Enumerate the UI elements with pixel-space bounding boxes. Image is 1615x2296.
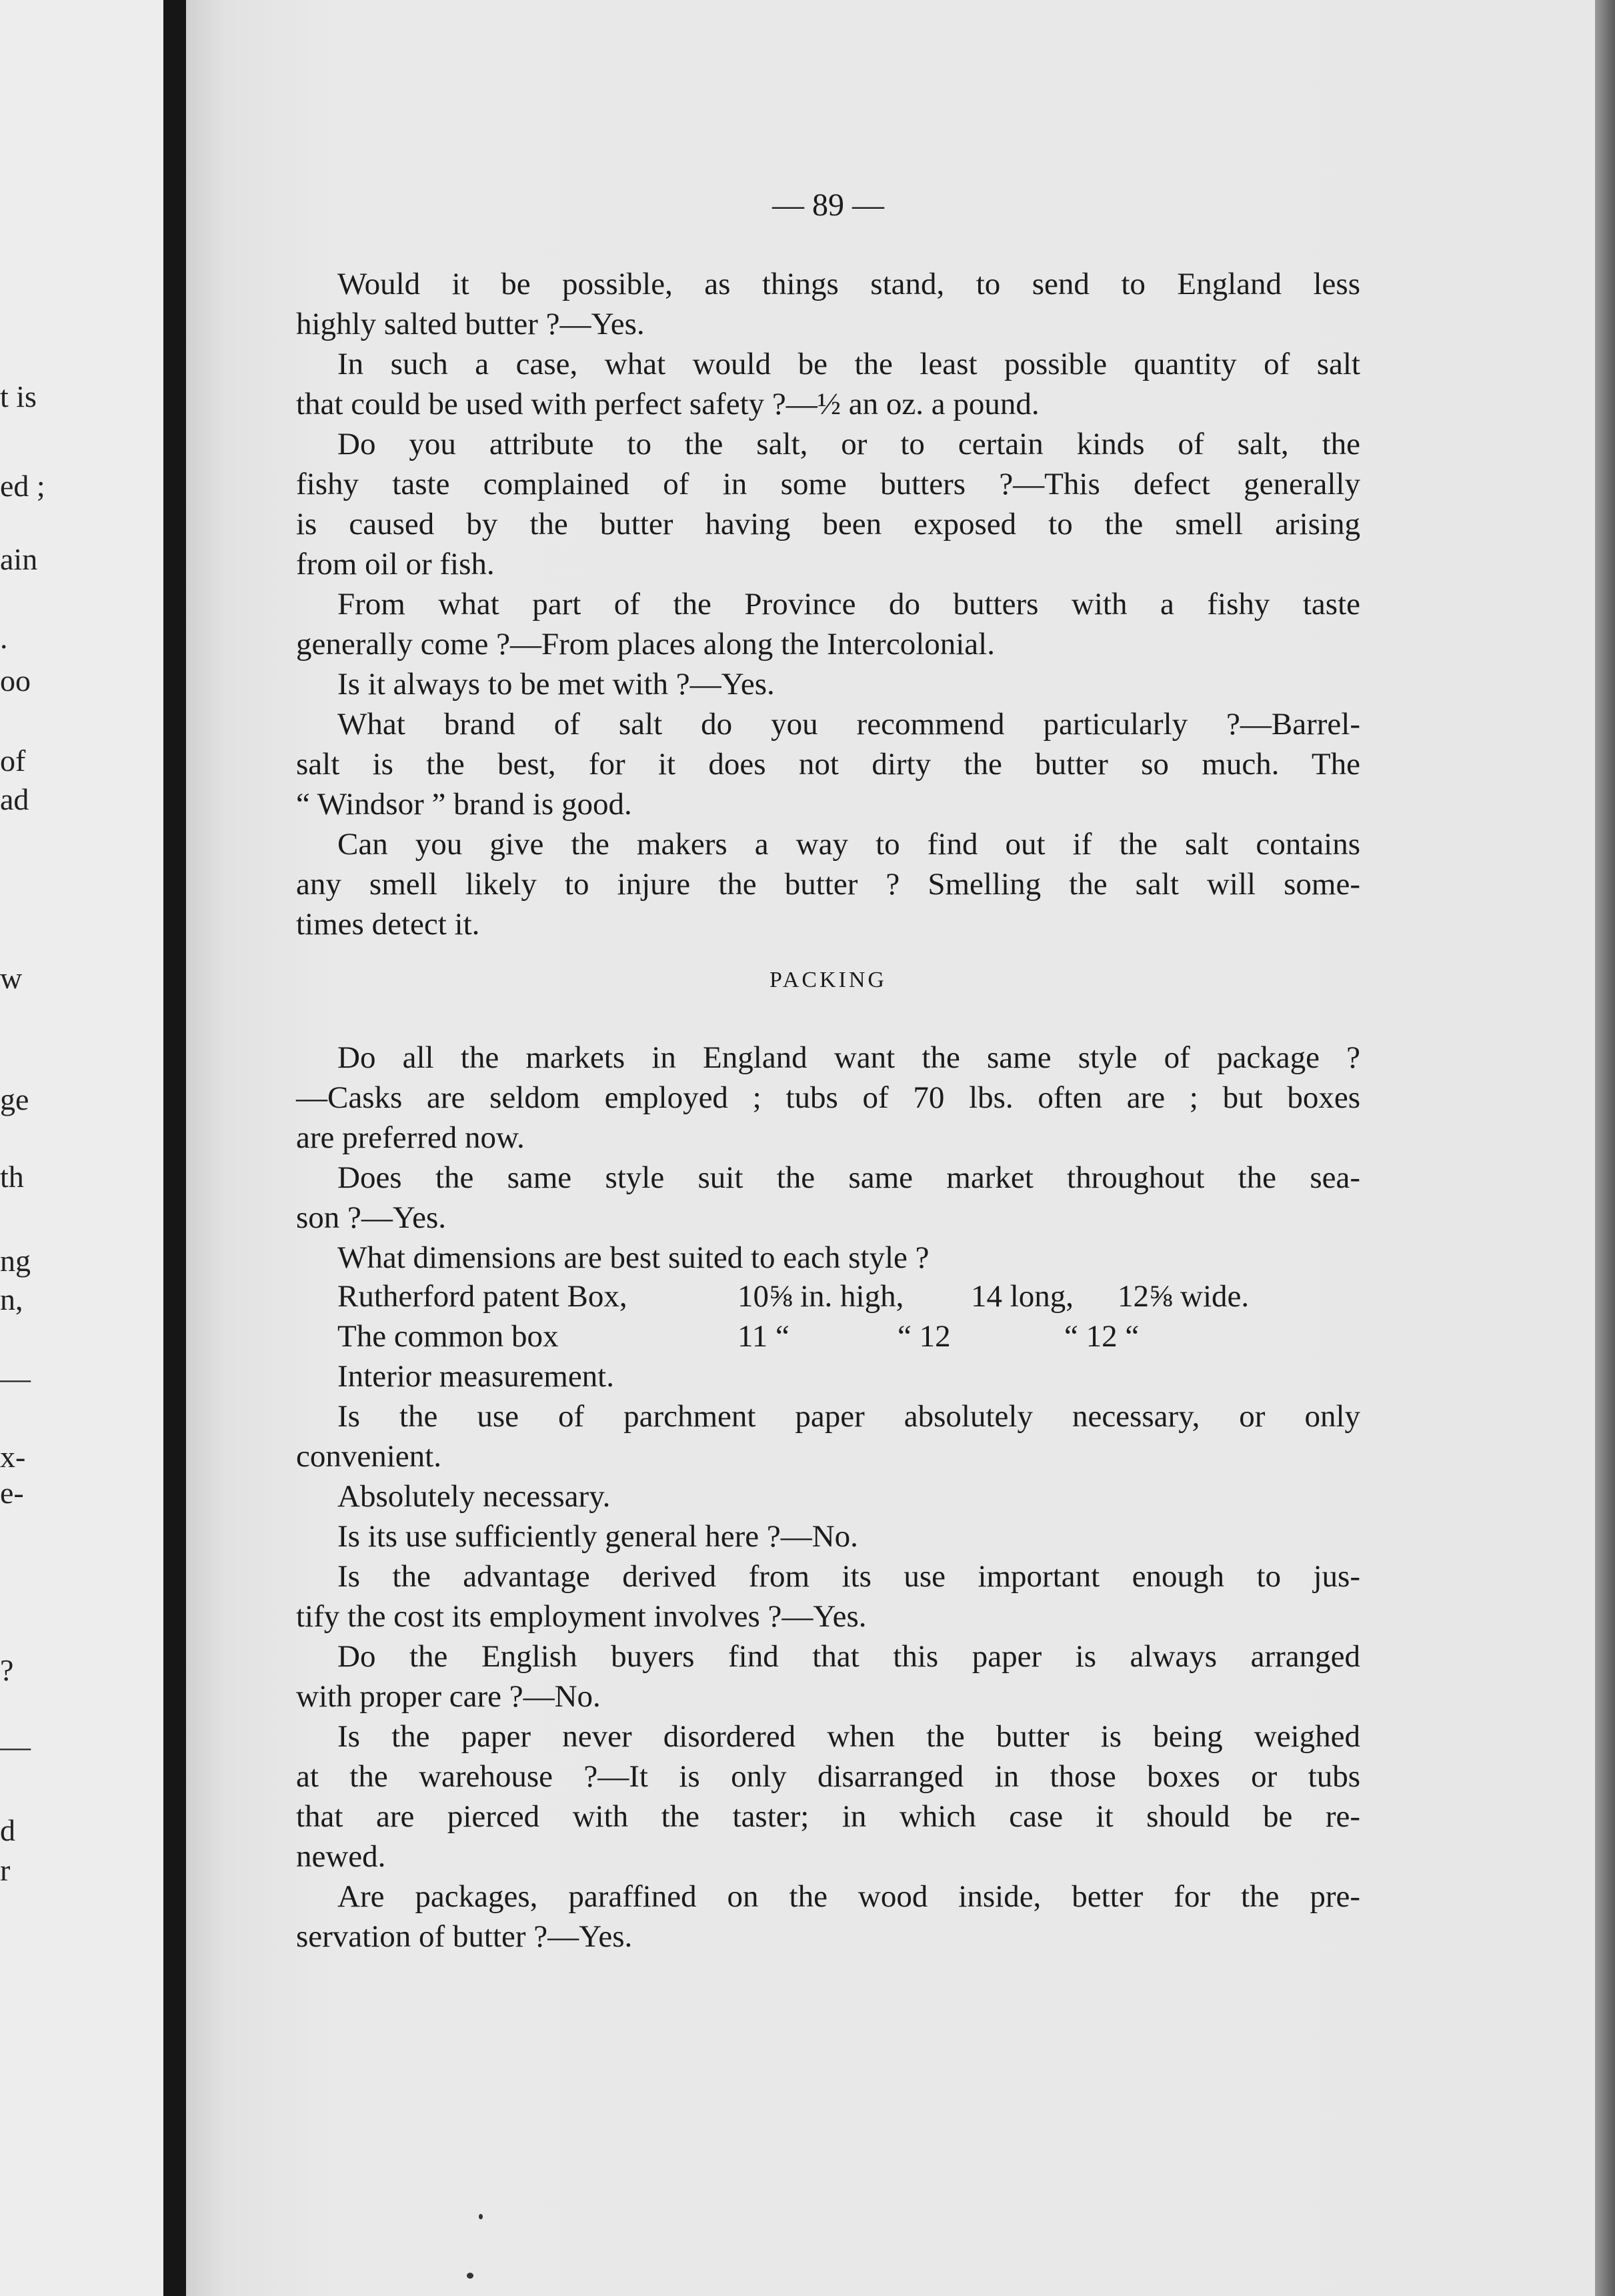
text-line: Do all the markets in England want the same style of package ? [337, 1040, 1360, 1075]
text-line: Are packages, paraffined on the wood inside, better for the pre- [337, 1879, 1360, 1914]
text-line: Do you attribute to the salt, or to certain kinds of salt, the [337, 427, 1360, 461]
margin-fragment: w [0, 961, 23, 995]
text-line: son ?—Yes. [296, 1200, 447, 1235]
margin-fragment: t is [0, 379, 37, 413]
text-line: times detect it. [296, 907, 480, 942]
margin-fragment: ge [0, 1082, 29, 1116]
text-line: Can you give the makers a way to find out if the salt contains [337, 827, 1360, 862]
text-line: Is the use of parchment paper absolutely necessary, or only [337, 1399, 1360, 1434]
text-line: Is the paper never disordered when the butter is being weighed [337, 1719, 1360, 1754]
margin-fragment: e- [0, 1476, 24, 1510]
text-line: Is its use sufficiently general here ?—No. [337, 1519, 858, 1554]
text-line: Absolutely necessary. [337, 1479, 611, 1514]
text-line: Would it be possible, as things stand, to send to England less [337, 267, 1360, 301]
text-line: convenient. [296, 1439, 441, 1474]
box-length: 14 long, [971, 1279, 1074, 1314]
box-width: “ 12 “ [1064, 1319, 1140, 1354]
text-line: Is the advantage derived from its use important enough to jus- [337, 1559, 1360, 1594]
text-line: with proper care ?—No. [296, 1679, 601, 1714]
book-binding-gutter [163, 0, 186, 2296]
text-line: that are pierced with the taster; in which case it should be re- [296, 1799, 1360, 1834]
text-line: What brand of salt do you recommend particularly ?—Barrel- [337, 707, 1360, 742]
margin-fragment: ad [0, 782, 29, 816]
text-line: salt is the best, for it does not dirty the butter so much. The [296, 747, 1360, 782]
box-width: 12⅝ wide. [1118, 1279, 1250, 1314]
text-line: that could be used with perfect safety ?—½ an oz. a pound. [296, 387, 1040, 421]
margin-fragment: ain [0, 542, 38, 576]
text-line: generally come ?—From places along the Intercolonial. [296, 627, 995, 662]
text-line: —Casks are seldom employed ; tubs of 70 lbs. often are ; but boxes [296, 1080, 1360, 1115]
text-line: Do the English buyers find that this paper is always arranged [337, 1639, 1360, 1674]
box-length: “ 12 [898, 1319, 951, 1354]
text-line: Is it always to be met with ?—Yes. [337, 667, 775, 702]
text-line: What dimensions are best suited to each style ? [337, 1240, 930, 1275]
margin-fragment: th [0, 1160, 24, 1194]
ink-speck [479, 2214, 483, 2219]
margin-fragment: of [0, 744, 26, 778]
ink-speck [467, 2273, 473, 2279]
margin-fragment: oo [0, 664, 31, 698]
text-line: newed. [296, 1839, 386, 1874]
facing-page-margin [0, 0, 163, 2296]
margin-fragment: — [0, 1361, 31, 1395]
text-line: In such a case, what would be the least possible quantity of salt [337, 347, 1360, 381]
margin-fragment: — [0, 1729, 31, 1763]
text-line: Does the same style suit the same market throughout the sea- [337, 1160, 1360, 1195]
margin-fragment: ed ; [0, 469, 45, 503]
box-name: Rutherford patent Box, [337, 1279, 627, 1314]
page-number: — 89 — [772, 187, 884, 223]
margin-fragment: x- [0, 1440, 26, 1474]
text-line: tify the cost its employment involves ?—Yes. [296, 1599, 867, 1634]
section-heading: PACKING [769, 968, 887, 992]
text-line: From what part of the Province do butters with a fishy taste [337, 587, 1360, 622]
text-line: any smell likely to injure the butter ? Smelling the salt will some- [296, 867, 1360, 902]
text-line: fishy taste complained of in some butters ?—This defect generally [296, 467, 1360, 501]
text-line: at the warehouse ?—It is only disarranged in those boxes or tubs [296, 1759, 1360, 1794]
text-line: highly salted butter ?—Yes. [296, 307, 645, 341]
page-edge-shadow [1595, 0, 1615, 2296]
box-name: The common box [337, 1319, 559, 1354]
margin-fragment: n, [0, 1282, 23, 1316]
margin-fragment: d [0, 1813, 15, 1847]
text-line: are preferred now. [296, 1120, 525, 1155]
margin-fragment: ? [0, 1653, 14, 1687]
text-line: is caused by the butter having been exposed to the smell arising [296, 507, 1360, 541]
box-height: 10⅝ in. high, [737, 1279, 904, 1314]
margin-fragment: . [0, 621, 8, 655]
text-line: “ Windsor ” brand is good. [296, 787, 632, 822]
margin-fragment: ng [0, 1244, 31, 1278]
text-line: servation of butter ?—Yes. [296, 1919, 633, 1954]
text-line: from oil or fish. [296, 547, 495, 582]
box-height: 11 “ [737, 1319, 789, 1354]
margin-fragment: r [0, 1853, 11, 1887]
text-line: Interior measurement. [337, 1359, 614, 1394]
